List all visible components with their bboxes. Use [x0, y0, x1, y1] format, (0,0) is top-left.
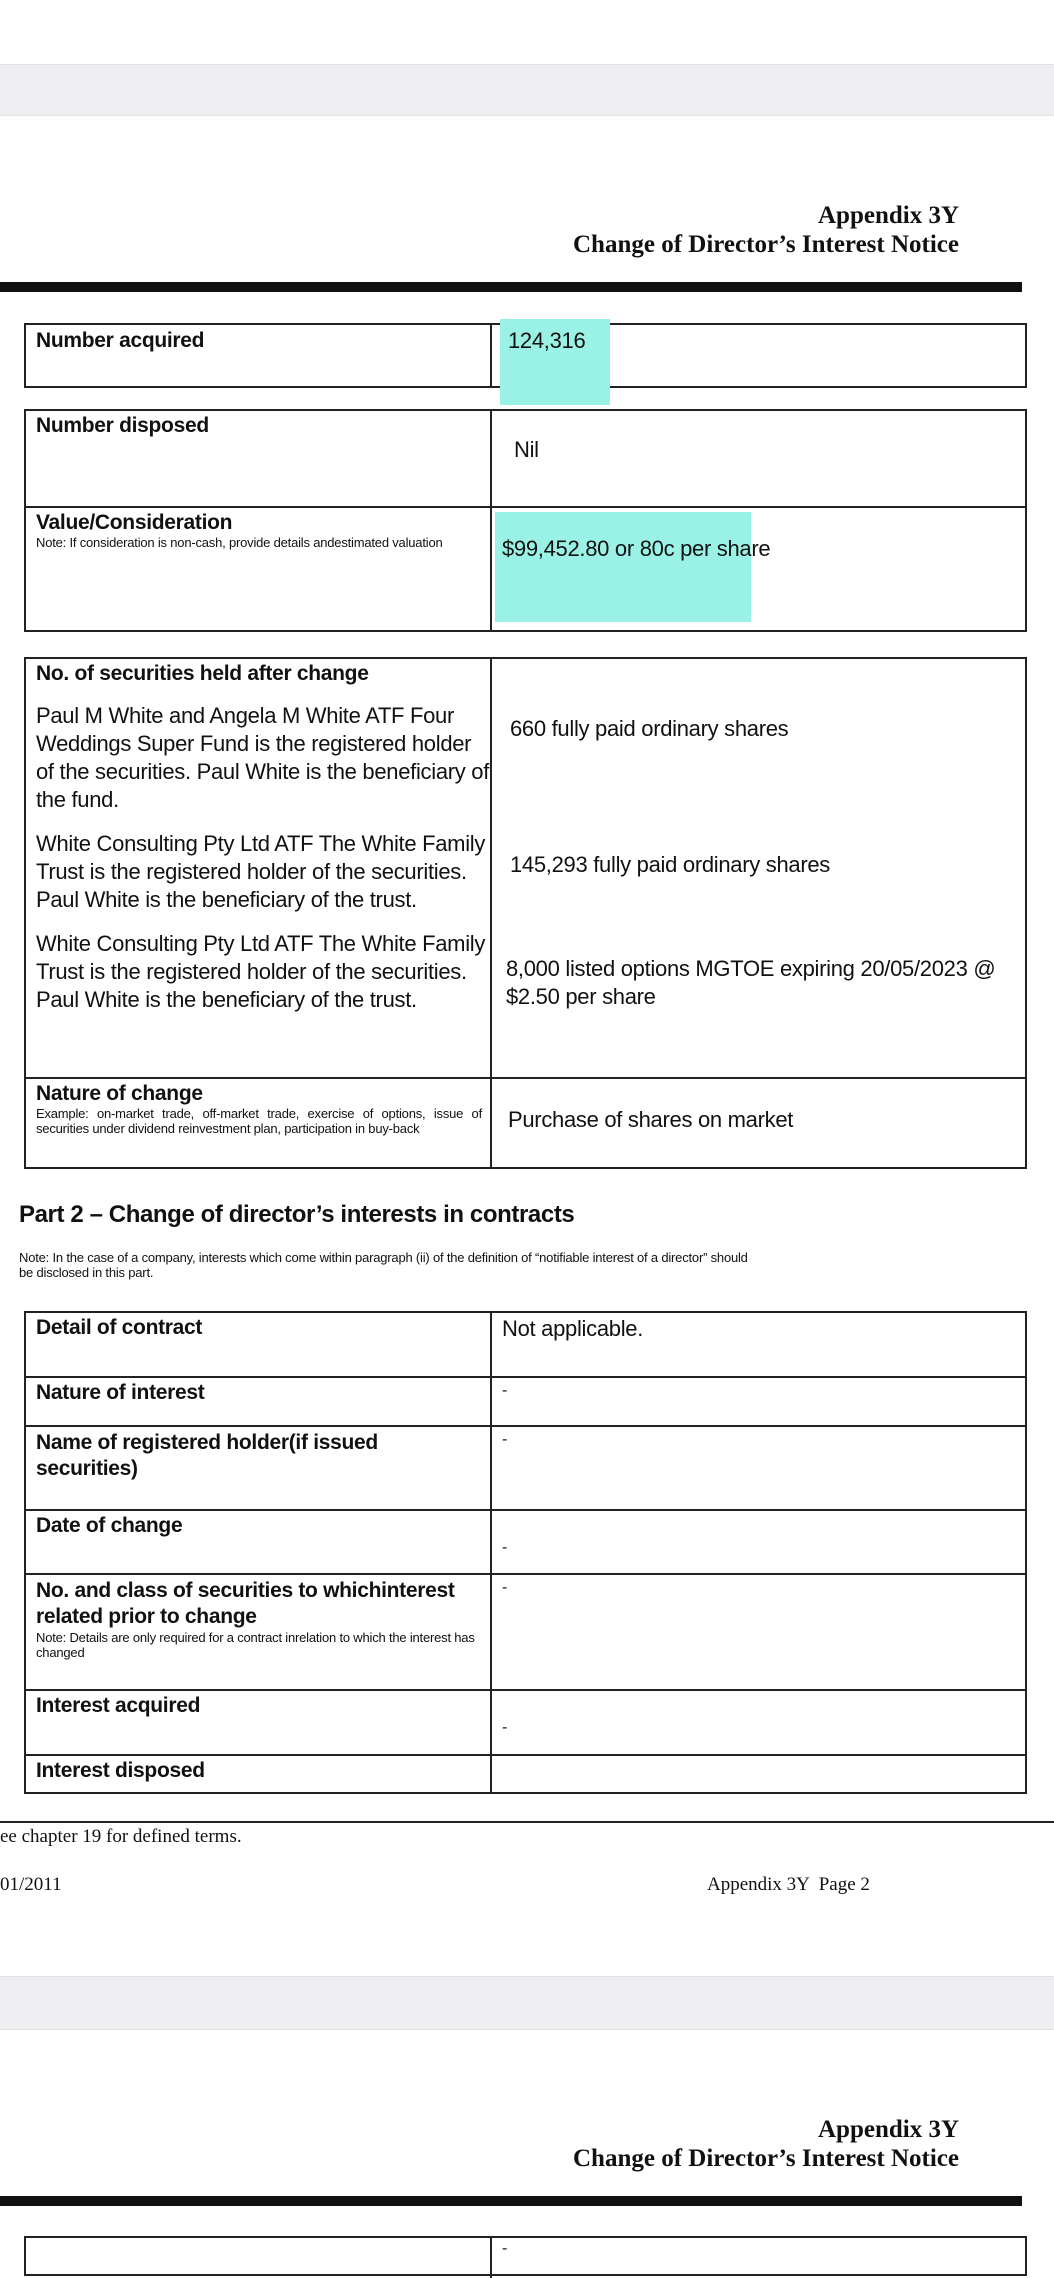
footer-rule — [0, 1821, 1054, 1823]
page2-header-rule — [0, 2196, 1022, 2206]
holdings-label: No. of securities held after change — [36, 662, 369, 685]
holding-amount-3: 8,000 listed options MGTOE expiring 20/05/2023 @ $2.50 per share — [506, 956, 996, 1009]
nature-of-change-note: Example: on-market trade, off-market trade, exercise of options, issue of securities under dividend reinvestment plan, participation in buy-back — [36, 1106, 482, 1136]
interest-disposed-value — [492, 1756, 1025, 1759]
interest-acquired-label: Interest acquired — [36, 1694, 201, 1717]
number-acquired-table — [24, 323, 1027, 388]
registered-holder-value: - — [502, 1431, 508, 1448]
securities-class-value: - — [502, 1579, 508, 1596]
page2-first-cell-value: - — [502, 2240, 508, 2257]
number-acquired-label: Number acquired — [36, 329, 205, 352]
interest-disposed-label: Interest disposed — [36, 1759, 205, 1782]
footer-terms: ee chapter 19 for defined terms. — [0, 1826, 242, 1847]
page2-table-divider — [490, 2238, 492, 2278]
value-consideration-label: Value/Consideration — [36, 511, 233, 534]
securities-class-label: No. and class of securities to whichinterest related prior to change — [36, 1579, 455, 1628]
footer-page-number: Appendix 3Y Page 2 — [707, 1874, 870, 1895]
date-of-change-label: Date of change — [36, 1514, 183, 1537]
detail-of-contract-label: Detail of contract — [36, 1316, 203, 1339]
part2-heading: Part 2 – Change of director’s interests in contracts — [19, 1201, 575, 1228]
holding-holder-3: White Consulting Pty Ltd ATF The White Family Trust is the registered holder of the securities. Paul White is the beneficiary of the trust. — [36, 931, 486, 1012]
page-gap-top — [0, 64, 1054, 116]
page-gap — [0, 1976, 1054, 2030]
holding-amount-1: 660 fully paid ordinary shares — [510, 716, 789, 741]
holdings-table — [24, 657, 1027, 1169]
page2-table-top — [24, 2236, 1027, 2276]
disposal-value-table — [24, 409, 1027, 632]
date-of-change-value: - — [502, 1539, 508, 1556]
holding-amount-2: 145,293 fully paid ordinary shares — [510, 852, 831, 877]
securities-class-note: Note: Details are only required for a contract inrelation to which the interest has changed — [36, 1630, 475, 1660]
part2-note: Note: In the case of a company, interests which come within paragraph (ii) of the definition of “notifiable interest of a director” should be disclosed in this part. — [19, 1250, 748, 1280]
value-consideration-note: Note: If consideration is non-cash, provide details andestimated valuation — [36, 535, 443, 550]
holding-holder-2: White Consulting Pty Ltd ATF The White Family Trust is the registered holder of the securities. Paul White is the beneficiary of the trust. — [36, 831, 486, 912]
holding-holder-1: Paul M White and Angela M White ATF Four Weddings Super Fund is the registered holder of the securities. Paul White is the beneficiary of the fund. — [36, 703, 490, 812]
nature-of-change-value: Purchase of shares on market — [508, 1107, 794, 1132]
detail-of-contract-value: Not applicable. — [502, 1316, 644, 1341]
header-rule — [0, 282, 1022, 292]
value-consideration-value: $99,452.80 or 80c per share — [502, 536, 771, 561]
header-title: Appendix 3Y — [817, 202, 959, 229]
number-acquired-value: 124,316 — [508, 328, 586, 353]
page2-header-title: Appendix 3Y — [817, 2116, 959, 2143]
nature-of-interest-label: Nature of interest — [36, 1381, 205, 1404]
nature-of-change-label: Nature of change — [36, 1082, 203, 1105]
interest-acquired-value: - — [502, 1719, 508, 1736]
page2-header-subtitle: Change of Director’s Interest Notice — [573, 2145, 959, 2172]
registered-holder-label: Name of registered holder(if issued securities) — [36, 1431, 378, 1480]
number-disposed-label: Number disposed — [36, 414, 209, 437]
nature-of-interest-value: - — [502, 1382, 508, 1399]
header-subtitle: Change of Director’s Interest Notice — [573, 231, 959, 258]
contract-table — [24, 1311, 1027, 1794]
footer-date: 01/2011 — [0, 1874, 62, 1895]
number-disposed-value: Nil — [514, 437, 539, 462]
